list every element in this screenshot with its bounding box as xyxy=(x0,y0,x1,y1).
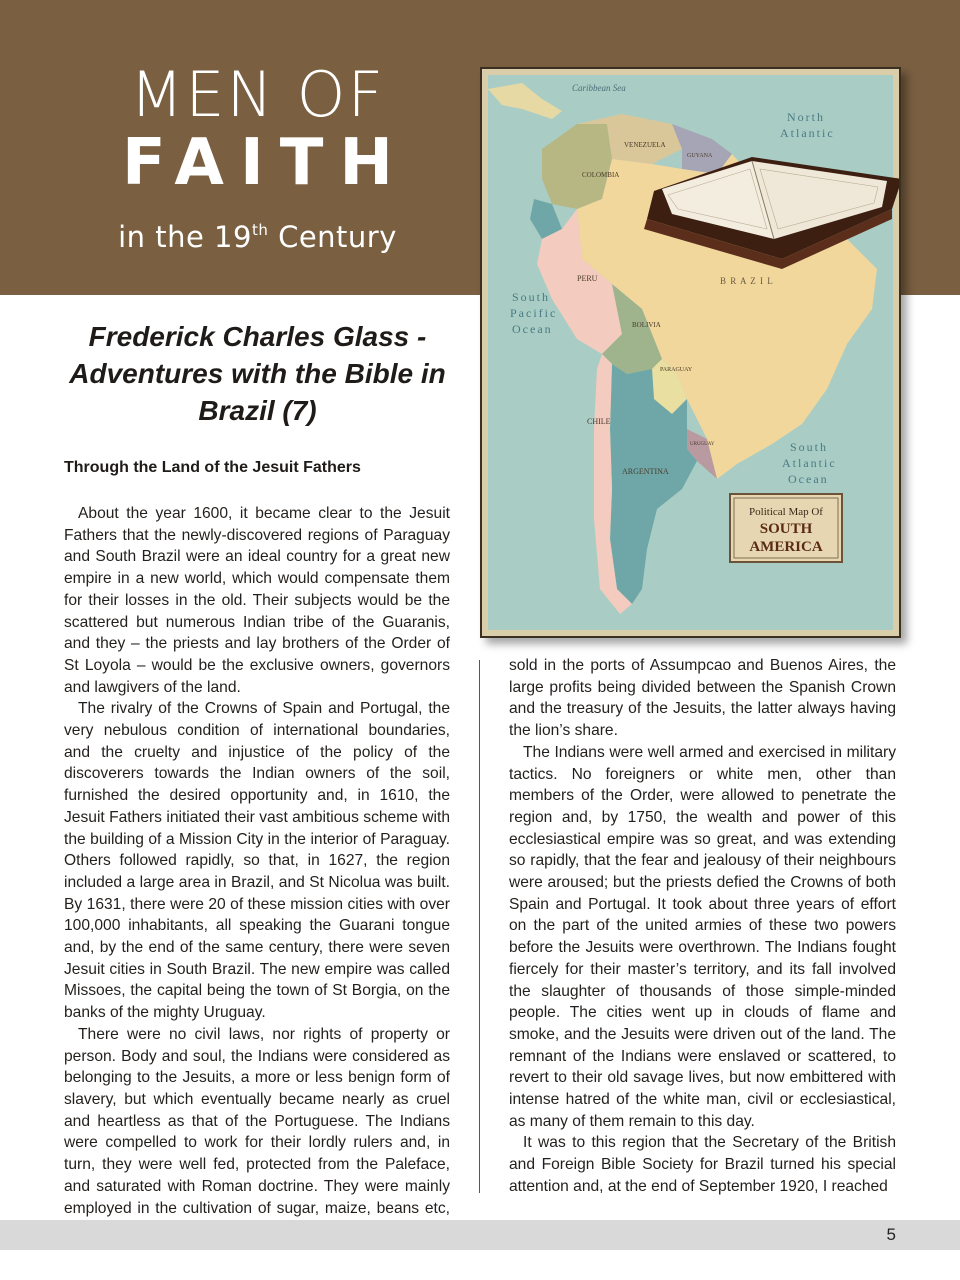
bolivia-label: BOLIVIA xyxy=(632,321,661,329)
svg-text:North: North xyxy=(787,110,825,124)
paragraph: About the year 1600, it became clear to the Jesuit Fathers that the newly-discovered regions of Paraguay and South Brazil were an ideal country for a great new empire in a new world, which would compensate them for their losses in the old. Their subjects would be the scattered but numerous Indian tribe of the Guaranis, and they – the priests and lay brothers of the Order of St Loyola – would be the exclusive owners, governors and lawgivers of the land. xyxy=(64,505,450,696)
svg-text:South: South xyxy=(512,290,551,304)
colombia-label: COLOMBIA xyxy=(582,171,620,179)
svg-text:South: South xyxy=(790,440,829,454)
brazil-label: B R A Z I L xyxy=(720,276,774,286)
svg-text:Atlantic: Atlantic xyxy=(780,126,835,140)
section-subheading: Through the Land of the Jesuit Fathers xyxy=(64,459,361,476)
title-line-men-of: MEN OF xyxy=(129,58,386,131)
svg-text:Ocean: Ocean xyxy=(788,472,829,486)
caribbean-sea-label: Caribbean Sea xyxy=(572,83,626,93)
paragraph-continuation: sold in the ports of Assumpcao and Buenos Aires, the large profits being divided between the Spanish Crown and the treasury of the Jesuits, the latter always having the lion’s share. xyxy=(509,657,896,740)
page-number: 5 xyxy=(886,1225,896,1244)
svg-text:Atlantic: Atlantic xyxy=(782,456,837,470)
title-line-faith: FAITH xyxy=(122,126,409,200)
venezuela-label: VENEZUELA xyxy=(624,141,666,149)
svg-text:Ocean: Ocean xyxy=(512,322,553,336)
argentina-label: ARGENTINA xyxy=(622,467,669,476)
title-line-century: in the 19th Century xyxy=(118,220,397,254)
guyana-label: GUYANA xyxy=(687,153,713,159)
paraguay-label: PARAGUAY xyxy=(660,367,693,373)
chile-label: CHILE xyxy=(587,417,611,426)
peru-label: PERU xyxy=(577,274,598,283)
page-footer xyxy=(0,1220,960,1250)
series-title xyxy=(60,60,455,257)
paragraph: The Indians were well armed and exercised in military tactics. No foreigners or white men, other than members of the Order, were allowed to penetrate the region and, by 1750, the wealth and power of this ecclesiastical empire was so great, and was extending so rapidly, that the fear and jealousy of their neighbours were aroused; but the priests defied the Crowns of both Spain and Portugal. It took about three years of effort on the part of the united armies of these two powers before the Jesuits were overthrown. The Indians fought fiercely for their master’s territory, and its fall involved the slaughter of thousands of those simple-minded people. The cities went up in clouds of flame and smoke, and the Jesuits were driven out of the land. The remnant of the Indians were enslaved or scattered, to revert to their old savage lives, but now embittered with intense hatred of the white man, civil or ecclesiastical, as many of them remain to this day. xyxy=(509,743,896,1130)
cartouche-line3: AMERICA xyxy=(749,539,823,555)
paragraph: There were no civil laws, nor rights of property or person. Body and soul, the Indians were considered as belonging to the Jesuits, a more or less benign form of slavery, but which eventually became nearly as cruel and heartless as that of the Portuguese. The Indians were compelled to work for their lordly rulers and, in turn, they were well fed, protected from the Paleface, and saturated with Roman doctrine. They were mainly employed in the cultivation of sugar, maize, beans etc, xyxy=(64,1025,450,1217)
paragraph: The rivalry of the Crowns of Spain and Portugal, the very nebulous condition of international boundaries, and the cruelty and injustice of the policy of the discoverers towards the Indian owners of the soil, furnished the desired opportunity and, in 1610, the Jesuit Fathers initiated their vast ambitious scheme with the building of a Mission City in the interior of Paraguay. Others followed rapidly, so that, in 1627, the region included a large area in Brazil, and St Nicolua was built. By 1631, there were 20 of these mission cities with over 100,000 inhabitants, all speaking the Guarani tongue and, by the end of the same century, there were seven Jesuit cities in South Brazil. The new empire was called Missoes, the capital being the town of St Borgia, on the banks of the mighty Uruguay. xyxy=(64,700,450,1022)
cartouche-line2: SOUTH xyxy=(759,521,813,537)
cartouche-line1: Political Map Of xyxy=(749,506,823,518)
article-column-2 xyxy=(509,655,896,1198)
article-column-1 xyxy=(64,503,450,1241)
svg-text:Pacific: Pacific xyxy=(510,306,558,320)
map-cartouche xyxy=(730,494,842,562)
paragraph: It was to this region that the Secretary of the British and Foreign Bible Society for Brazil turned his special attention and, at the end of September 1920, I reached xyxy=(509,1134,896,1195)
article-title: Frederick Charles Glass - Adventures with the Bible in Brazil (7) xyxy=(69,321,446,426)
south-america-map-image xyxy=(480,67,901,638)
column-divider xyxy=(479,660,480,1193)
uruguay-label: URUGUAY xyxy=(690,442,715,447)
